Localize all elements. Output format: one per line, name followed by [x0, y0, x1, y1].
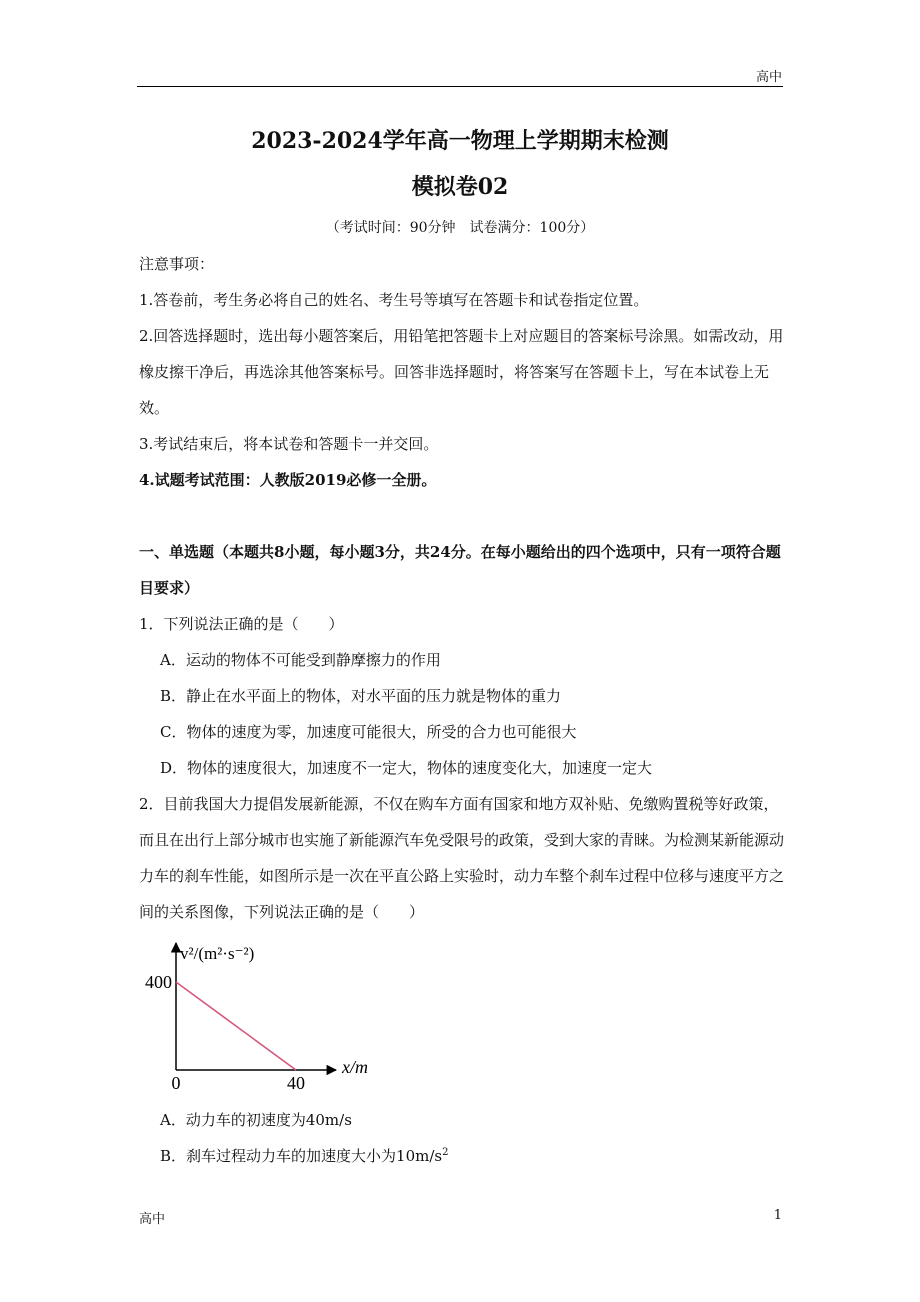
header-label: 高中 — [755, 70, 782, 85]
question-2-option-a: A．动力车的初速度为40m/s — [160, 1111, 352, 1129]
notice-item-3: 3.考试结束后，将本试卷和答题卡一并交回。 — [139, 435, 439, 453]
x-axis-label: x/m — [342, 1057, 368, 1077]
footer-label: 高中 — [139, 1212, 166, 1227]
exam-title: 2023-2024学年高一物理上学期期末检测 — [251, 128, 669, 154]
page-number: 1 — [773, 1208, 782, 1223]
notice-item-4: 4.试题考试范围：人教版2019必修一全册。 — [139, 471, 437, 489]
question-1-option-a: A．运动的物体不可能受到静摩擦力的作用 — [160, 651, 441, 669]
question-1-stem: 1．下列说法正确的是（ ） — [139, 615, 344, 633]
x-tick-0: 0 — [171, 1073, 181, 1093]
question-1-option-c: C．物体的速度为零，加速度可能很大，所受的合力也可能很大 — [160, 723, 577, 741]
x-tick-40: 40 — [287, 1073, 305, 1093]
y-axis-label: v²/(m²·s⁻²) — [180, 944, 255, 963]
question-2-option-b-text: B．刹车过程动力车的加速度大小为10m/s — [160, 1147, 443, 1165]
question-1-option-b: B．静止在水平面上的物体，对水平面的压力就是物体的重力 — [160, 687, 562, 705]
section-heading: 一、单选题（本题共8小题，每小题3分，共24分。在每小题给出的四个选项中，只有一项符合题目要求） — [139, 543, 781, 597]
v2-x-graph — [136, 935, 386, 1095]
exam-info: （考试时间：90分钟 试卷满分：100分） — [325, 220, 595, 236]
notice-heading: 注意事项： — [139, 255, 215, 273]
notice-item-2: 2.回答选择题时，选出每小题答案后，用铅笔把答题卡上对应题目的答案标号涂黑。如需改动，用橡皮擦干净后，再选涂其他答案标号。回答非选择题时，将答案写在答题卡上，写在本试卷上无效。 — [139, 327, 784, 417]
header-divider — [137, 86, 783, 87]
question-1-option-d: D．物体的速度很大，加速度不一定大，物体的速度变化大，加速度一定大 — [160, 759, 653, 777]
exam-subtitle: 模拟卷02 — [411, 174, 509, 200]
y-tick-400: 400 — [145, 972, 172, 992]
question-2-stem: 2．目前我国大力提倡发展新能源，不仅在购车方面有国家和地方双补贴、免缴购置税等好政策，而且在出行上部分城市也实施了新能源汽车免受限号的政策，受到大家的青睐。为检测某新能源动力车的刹车性能，如图所示是一次在平直公路上实验时，动力车整个刹车过程中位移与速度平方之间的关系图像，下列说法正确的是（ ） — [139, 795, 785, 921]
question-2-option-b — [160, 1138, 448, 1174]
data-line — [176, 982, 296, 1070]
notice-item-1: 1.答卷前，考生务必将自己的姓名、考生号等填写在答题卡和试卷指定位置。 — [139, 291, 649, 309]
superscript-2: 2 — [442, 1147, 449, 1158]
